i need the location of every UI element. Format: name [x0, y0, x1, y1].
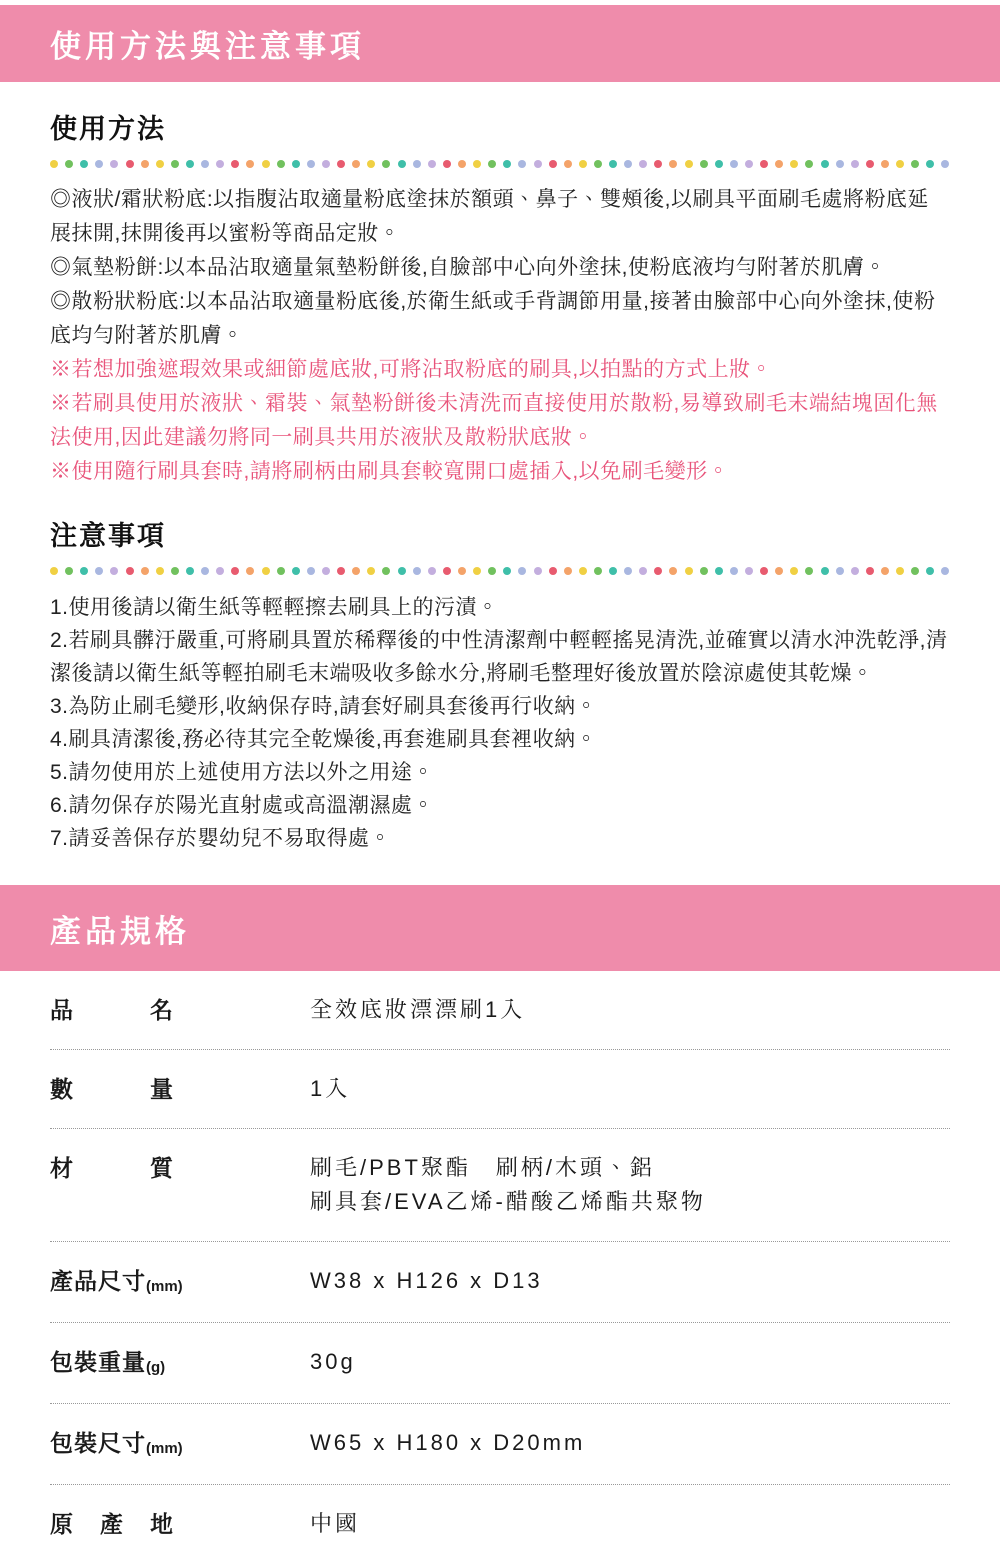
divider-dot [277, 567, 285, 575]
divider-dot [609, 160, 617, 168]
spec-label [50, 1151, 310, 1183]
dotted-divider [50, 567, 950, 575]
divider-dot [896, 567, 904, 575]
spec-label-text: 產品尺寸 [50, 1268, 146, 1294]
divider-dot [881, 567, 889, 575]
divider-dot [322, 160, 330, 168]
divider-dot [80, 160, 88, 168]
spec-label-unit: (mm) [146, 1440, 183, 1457]
spec-value [310, 1507, 360, 1541]
divider-dot [156, 160, 164, 168]
divider-dot [428, 567, 436, 575]
product-info-page [0, 5, 1000, 1563]
divider-dot [669, 567, 677, 575]
divider-dot [730, 567, 738, 575]
divider-dot [851, 567, 859, 575]
divider-dot [669, 160, 677, 168]
spec-value [310, 993, 525, 1027]
divider-dot [352, 567, 360, 575]
divider-dot [413, 160, 421, 168]
divider-dot [352, 160, 360, 168]
divider-dot [549, 567, 557, 575]
divider-dot [277, 160, 285, 168]
spec-label-char: 產 [100, 1511, 124, 1537]
divider-dot [564, 160, 572, 168]
divider-dot [443, 567, 451, 575]
divider-dot [896, 160, 904, 168]
divider-dot [50, 160, 58, 168]
divider-dot [65, 567, 73, 575]
divider-dot [246, 567, 254, 575]
divider-dot [186, 160, 194, 168]
spec-label-char: 名 [150, 997, 174, 1023]
divider-dot [367, 160, 375, 168]
spec-label [50, 993, 310, 1025]
divider-dot [941, 160, 949, 168]
caution-item: 3.為防止刷毛變形,收納保存時,請套好刷具套後再行收納。 [50, 695, 598, 718]
divider-dot [745, 567, 753, 575]
spec-label-text [50, 1153, 174, 1183]
divider-dot [367, 567, 375, 575]
divider-dot [216, 567, 224, 575]
cautions-list [50, 591, 950, 855]
divider-dot [700, 160, 708, 168]
divider-dot [458, 160, 466, 168]
divider-dot [262, 160, 270, 168]
specs-banner-title: 產品規格 [50, 913, 190, 949]
caution-item: 5.請勿使用於上述使用方法以外之用途。 [50, 761, 435, 784]
usage-method-heading: 使用方法 [50, 114, 166, 144]
divider-dot [337, 160, 345, 168]
divider-dot [458, 567, 466, 575]
divider-dot [685, 160, 693, 168]
usage-banner-title: 使用方法與注意事項 [50, 29, 365, 64]
spec-label-unit: (mm) [146, 1278, 183, 1295]
divider-dot [624, 160, 632, 168]
divider-dot [594, 567, 602, 575]
spec-label-char: 材 [50, 1155, 74, 1181]
spec-value-line: 30g [310, 1349, 356, 1374]
usage-note: ※使用隨行刷具套時,請將刷柄由刷具套較寬開口處插入,以免刷毛變形。 [50, 460, 730, 483]
divider-dot [745, 160, 753, 168]
divider-dot [594, 160, 602, 168]
caution-item: 7.請妥善保存於嬰幼兒不易取得處。 [50, 827, 392, 850]
divider-dot [730, 160, 738, 168]
divider-dot [654, 567, 662, 575]
divider-dot [231, 160, 239, 168]
spec-value-line: W65 x H180 x D20mm [310, 1430, 586, 1455]
usage-instructions [50, 183, 950, 489]
divider-dot [941, 567, 949, 575]
divider-dot [246, 160, 254, 168]
divider-dot [126, 160, 134, 168]
caution-item: 6.請勿保存於陽光直射處或高溫潮濕處。 [50, 794, 435, 817]
spec-row [50, 1241, 950, 1322]
spec-value [310, 1264, 543, 1298]
divider-dot [95, 160, 103, 168]
divider-dot [700, 567, 708, 575]
spec-value-line: 中國 [310, 1511, 361, 1536]
divider-dot [337, 567, 345, 575]
spec-value [310, 1151, 706, 1219]
caution-item: 4.刷具清潔後,務必待其完全乾燥後,再套進刷具套裡收納。 [50, 728, 598, 751]
spec-value [310, 1072, 350, 1106]
usage-content [0, 107, 1000, 855]
spec-value-line: 全效底妝漂漂刷1入 [310, 997, 526, 1022]
spec-label-text [50, 995, 174, 1025]
spec-value-line: W38 x H126 x D13 [310, 1268, 543, 1293]
caution-item: 2.若刷具髒汙嚴重,可將刷具置於稀釋後的中性清潔劑中輕輕搖晃清洗,並確實以清水沖洗乾淨,清潔後請以衛生紙等輕拍刷毛末端吸收多餘水分,將刷毛整理好後放置於陰涼處使其乾燥。 [50, 629, 948, 685]
spec-label-char: 原 [50, 1511, 74, 1537]
divider-dot [579, 567, 587, 575]
divider-dot [231, 567, 239, 575]
divider-dot [624, 567, 632, 575]
divider-dot [171, 160, 179, 168]
divider-dot [292, 160, 300, 168]
divider-dot [80, 567, 88, 575]
spec-label-char: 量 [150, 1076, 174, 1102]
divider-dot [201, 567, 209, 575]
divider-dot [760, 160, 768, 168]
spec-value-line: 刷具套/EVA乙烯-醋酸乙烯酯共聚物 [310, 1189, 706, 1214]
divider-dot [110, 160, 118, 168]
divider-dot [322, 567, 330, 575]
divider-dot [821, 567, 829, 575]
spec-row [50, 971, 950, 1049]
divider-dot [292, 567, 300, 575]
divider-dot [186, 567, 194, 575]
divider-dot [866, 160, 874, 168]
divider-dot [805, 160, 813, 168]
divider-dot [171, 567, 179, 575]
spec-label-text [50, 1074, 174, 1104]
spec-label [50, 1072, 310, 1104]
divider-dot [443, 160, 451, 168]
divider-dot [518, 567, 526, 575]
usage-note: ※若想加強遮瑕效果或細節處底妝,可將沾取粉底的刷具,以拍點的方式上妝。 [50, 358, 773, 381]
divider-dot [926, 567, 934, 575]
divider-dot [775, 160, 783, 168]
divider-dot [201, 160, 209, 168]
divider-dot [216, 160, 224, 168]
divider-dot [534, 567, 542, 575]
spec-row [50, 1322, 950, 1403]
divider-dot [141, 160, 149, 168]
divider-dot [639, 160, 647, 168]
spec-label-text [50, 1509, 174, 1539]
divider-dot [685, 567, 693, 575]
caution-item: 1.使用後請以衛生紙等輕輕擦去刷具上的污漬。 [50, 596, 499, 619]
spec-value [310, 1345, 356, 1379]
divider-dot [549, 160, 557, 168]
spec-value-line: 刷毛/PBT聚酯 刷柄/木頭、鋁 [310, 1155, 656, 1180]
divider-dot [654, 160, 662, 168]
spec-label-char: 質 [150, 1155, 174, 1181]
spec-label-char: 地 [150, 1511, 174, 1537]
divider-dot [473, 567, 481, 575]
spec-label-text: 包裝重量 [50, 1349, 146, 1375]
divider-dot [851, 160, 859, 168]
divider-dot [579, 160, 587, 168]
divider-dot [790, 567, 798, 575]
cautions-heading: 注意事項 [50, 521, 166, 551]
usage-paragraph: ◎散粉狀粉底:以本品沾取適量粉底後,於衛生紙或手背調節用量,接著由臉部中心向外塗抹,使粉底均勻附著於肌膚。 [50, 290, 936, 347]
divider-dot [382, 567, 390, 575]
spec-row [50, 1484, 950, 1563]
divider-dot [488, 567, 496, 575]
divider-dot [715, 160, 723, 168]
divider-dot [609, 567, 617, 575]
divider-dot [141, 567, 149, 575]
divider-dot [790, 160, 798, 168]
divider-dot [911, 567, 919, 575]
divider-dot [428, 160, 436, 168]
dotted-divider [50, 160, 950, 168]
spec-label [50, 1426, 310, 1462]
divider-dot [775, 567, 783, 575]
usage-section-banner [0, 5, 1000, 82]
divider-dot [126, 567, 134, 575]
spec-label-char: 數 [50, 1076, 74, 1102]
divider-dot [413, 567, 421, 575]
divider-dot [881, 160, 889, 168]
divider-dot [110, 567, 118, 575]
divider-dot [534, 160, 542, 168]
divider-dot [805, 567, 813, 575]
divider-dot [307, 567, 315, 575]
divider-dot [715, 567, 723, 575]
spec-label-char: 品 [50, 997, 74, 1023]
spec-label-text: 包裝尺寸 [50, 1430, 146, 1456]
divider-dot [398, 160, 406, 168]
spec-table [0, 971, 1000, 1563]
divider-dot [488, 160, 496, 168]
divider-dot [50, 567, 58, 575]
divider-dot [382, 160, 390, 168]
spec-label-unit: (g) [146, 1359, 166, 1376]
usage-paragraph: ◎液狀/霜狀粉底:以指腹沾取適量粉底塗抹於額頭、鼻子、雙頰後,以刷具平面刷毛處將粉底延展抹開,抹開後再以蜜粉等商品定妝。 [50, 188, 929, 245]
divider-dot [156, 567, 164, 575]
divider-dot [473, 160, 481, 168]
usage-paragraph: ◎氣墊粉餅:以本品沾取適量氣墊粉餅後,自臉部中心向外塗抹,使粉底液均勻附著於肌膚。 [50, 256, 886, 279]
divider-dot [262, 567, 270, 575]
divider-dot [503, 567, 511, 575]
specs-section-banner [0, 885, 1000, 971]
spec-row [50, 1403, 950, 1484]
divider-dot [836, 567, 844, 575]
spec-value [310, 1426, 585, 1460]
spec-row [50, 1049, 950, 1128]
divider-dot [866, 567, 874, 575]
spec-label [50, 1345, 310, 1381]
divider-dot [639, 567, 647, 575]
divider-dot [65, 160, 73, 168]
divider-dot [95, 567, 103, 575]
divider-dot [926, 160, 934, 168]
spec-label [50, 1507, 310, 1539]
spec-label [50, 1264, 310, 1300]
divider-dot [518, 160, 526, 168]
divider-dot [398, 567, 406, 575]
divider-dot [911, 160, 919, 168]
divider-dot [503, 160, 511, 168]
divider-dot [760, 567, 768, 575]
divider-dot [307, 160, 315, 168]
usage-note: ※若刷具使用於液狀、霜裝、氣墊粉餅後未清洗而直接使用於散粉,易導致刷毛末端結塊固化無法使用,因此建議勿將同一刷具共用於液狀及散粉狀底妝。 [50, 392, 938, 449]
divider-dot [821, 160, 829, 168]
divider-dot [564, 567, 572, 575]
spec-value-line: 1入 [310, 1076, 351, 1101]
spec-row [50, 1128, 950, 1241]
divider-dot [836, 160, 844, 168]
